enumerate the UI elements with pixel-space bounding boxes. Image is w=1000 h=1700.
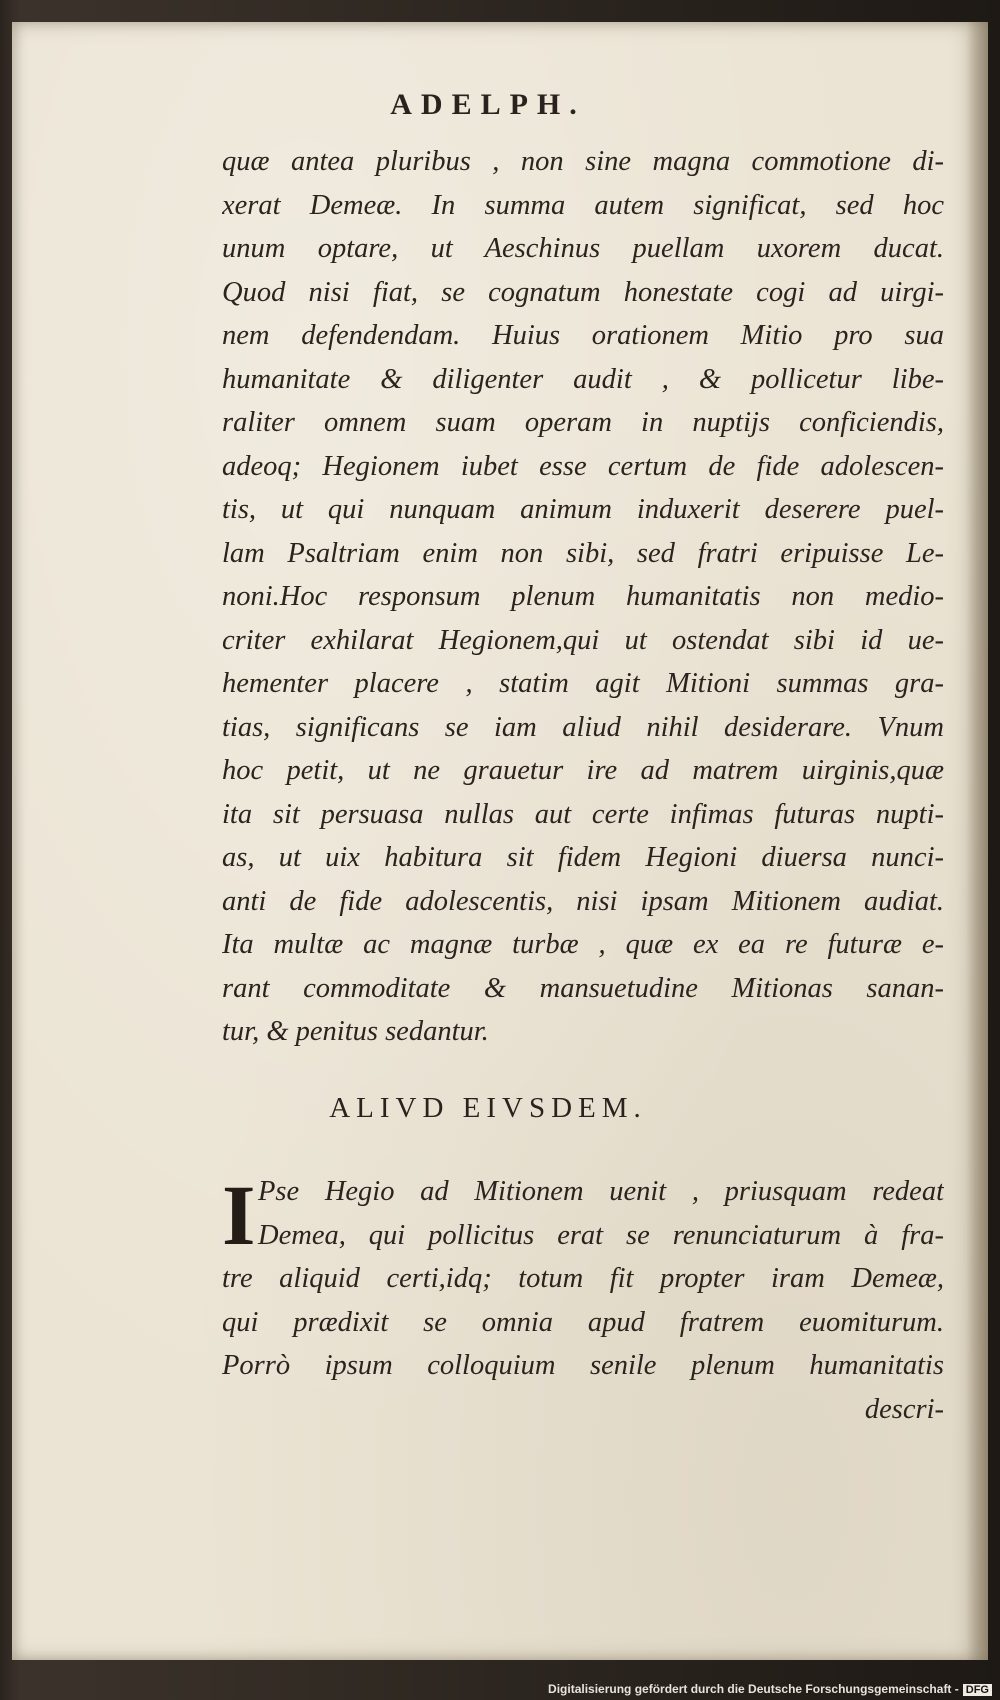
text-line: Demea, qui pollicitus erat se renunciaturum à fra- bbox=[258, 1219, 944, 1251]
text-line: xerat Demeæ. In summa autem significat, sed hoc bbox=[222, 189, 944, 221]
dfg-logo: DFG bbox=[963, 1684, 992, 1696]
text-line: rant commoditate & mansuetudine Mitionas sanan- bbox=[222, 972, 944, 1004]
credit-text: Digitalisierung gefördert durch die Deutsche Forschungsgemeinschaft - bbox=[548, 1682, 959, 1696]
paragraph-2 bbox=[222, 1167, 944, 1431]
text-line: tias, significans se iam aliud nihil desiderare. Vnum bbox=[222, 711, 944, 743]
text-line: tre aliquid certi,idq; totum fit propter iram Demeæ, bbox=[222, 1263, 944, 1294]
text-line: tur, & penitus sedantur. bbox=[222, 1016, 489, 1047]
text-line: tis, ut qui nunquam animum induxerit deserere puel- bbox=[222, 494, 944, 525]
text-line: adeoq; Hegionem iubet esse certum de fide adolescen- bbox=[222, 450, 944, 482]
digitization-credit bbox=[548, 1682, 992, 1696]
text-line: hoc petit, ut ne grauetur ire ad matrem uirginis,quæ bbox=[222, 755, 944, 786]
running-head: ADELPH. bbox=[390, 88, 586, 121]
text-line: raliter omnem suam operam in nuptijs conficiendis, bbox=[222, 407, 944, 438]
text-line: humanitate & diligenter audit , & pollicetur libe- bbox=[222, 363, 944, 395]
text-line: unum optare, ut Aeschinus puellam uxorem ducat. bbox=[222, 233, 944, 264]
text-line: qui prædixit se omnia apud fratrem euomiturum. bbox=[222, 1306, 944, 1338]
text-line: Ita multæ ac magnæ turbæ , quæ ex ea re futuræ e- bbox=[222, 929, 944, 960]
text-line: Porrò ipsum colloquium senile plenum humanitatis bbox=[222, 1350, 944, 1381]
page-edge-shadow bbox=[966, 22, 988, 1660]
drop-cap: I bbox=[222, 1167, 256, 1263]
paragraph-1 bbox=[222, 140, 944, 1054]
text-line: ita sit persuasa nullas aut certe infimas futuras nupti- bbox=[222, 798, 944, 830]
text-line: Quod nisi fiat, se cognatum honestate cogi ad uirgi- bbox=[222, 276, 944, 308]
text-line: as, ut uix habitura sit fidem Hegioni diuersa nunci- bbox=[222, 842, 944, 873]
catchword: descri- bbox=[864, 1393, 944, 1425]
text-line: criter exhilarat Hegionem,qui ut ostendat sibi id ue- bbox=[222, 624, 944, 656]
text-line: nem defendendam. Huius orationem Mitio pro sua bbox=[222, 320, 944, 351]
text-line: noni.Hoc responsum plenum humanitatis non medio- bbox=[222, 581, 944, 612]
text-line: anti de fide adolescentis, nisi ipsam Mitionem audiat. bbox=[222, 885, 944, 917]
section-heading: ALIVD EIVSDEM. bbox=[329, 1092, 647, 1124]
text-line: hementer placere , statim agit Mitioni summas gra- bbox=[222, 668, 944, 699]
text-line: Pse Hegio ad Mitionem uenit , priusquam redeat bbox=[258, 1176, 944, 1207]
text-line: quæ antea pluribus , non sine magna commotione di- bbox=[222, 146, 944, 177]
text-line: lam Psaltriam enim non sibi, sed fratri eripuisse Le- bbox=[222, 537, 944, 569]
